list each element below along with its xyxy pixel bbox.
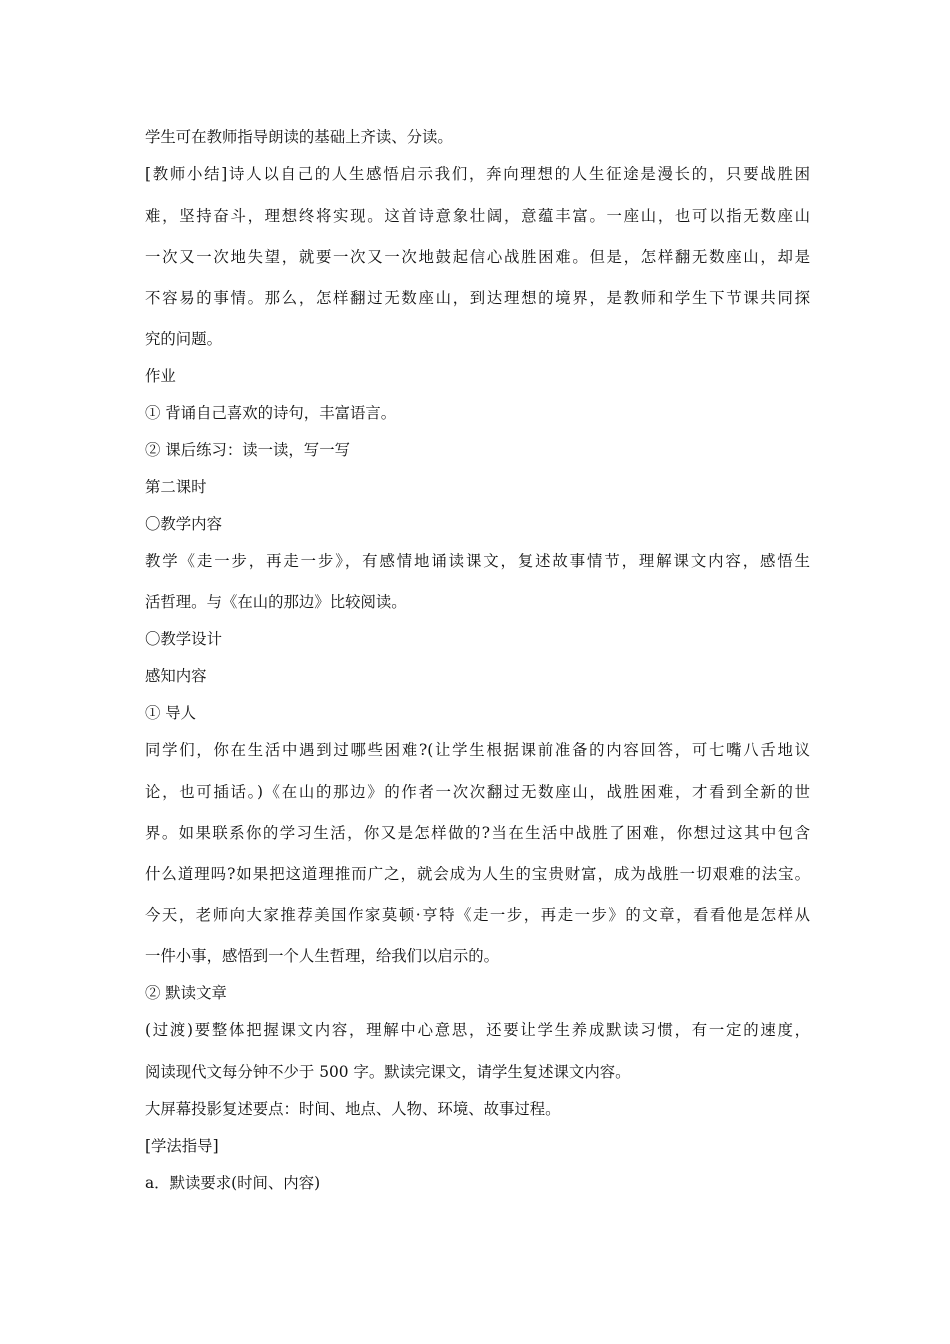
section-heading: 〇教学内容: [145, 515, 222, 533]
list-item: ② 课后练习：读一读，写一写: [145, 441, 350, 459]
section-heading: 第二课时: [145, 478, 207, 496]
text-line: (过渡)要整体把握课文内容，理解中心意思，还要让学生养成默读习惯，有一定的速度，: [145, 1021, 810, 1039]
section-heading: 作业: [145, 367, 176, 385]
text-line: 活哲理。与《在山的那边》比较阅读。: [145, 593, 407, 611]
text-line: [教师小结]诗人以自己的人生感悟启示我们，奔向理想的人生征途是漫长的，只要战胜困: [145, 165, 810, 183]
text-line: 阅读现代文每分钟不少于 500 字。默读完课文，请学生复述课文内容。: [145, 1063, 631, 1081]
list-item: ① 背诵自己喜欢的诗句，丰富语言。: [145, 404, 397, 422]
text-line: 难，坚持奋斗，理想终将实现。这首诗意象壮阔，意蕴丰富。一座山，也可以指无数座山: [145, 207, 810, 225]
text-line: 教学《走一步，再走一步》，有感情地诵读课文，复述故事情节，理解课文内容，感悟生: [145, 552, 810, 570]
text-line: 一次又一次地失望，就要一次又一次地鼓起信心战胜困难。但是，怎样翻无数座山，却是: [145, 248, 810, 266]
text-line: 界。如果联系你的学习生活，你又是怎样做的?当在生活中战胜了困难，你想过这其中包含: [145, 824, 810, 842]
text-line: 同学们，你在生活中遇到过哪些困难?(让学生根据课前准备的内容回答，可七嘴八舌地议: [145, 741, 810, 759]
text-line: 今天，老师向大家推荐美国作家莫顿·亨特《走一步，再走一步》的文章，看看他是怎样从: [145, 906, 810, 924]
list-item: a．默读要求(时间、内容): [145, 1174, 321, 1192]
text-line: 论，也可插话。)《在山的那边》的作者一次次翻过无数座山，战胜困难，才看到全新的世: [145, 783, 810, 801]
text-line: 学生可在教师指导朗读的基础上齐读、分读。: [145, 128, 453, 146]
text-line: 一件小事，感悟到一个人生哲理，给我们以启示的。: [145, 947, 499, 965]
section-heading: [学法指导]: [145, 1137, 219, 1155]
text-line: 大屏幕投影复述要点：时间、地点、人物、环境、故事过程。: [145, 1100, 561, 1118]
list-item: ② 默读文章: [145, 984, 227, 1002]
section-heading: 感知内容: [145, 667, 207, 685]
text-line: 不容易的事情。那么，怎样翻过无数座山，到达理想的境界，是教师和学生下节课共同探: [145, 289, 810, 307]
section-heading: 〇教学设计: [145, 630, 222, 648]
text-line: 究的问题。: [145, 330, 222, 348]
list-item: ① 导人: [145, 704, 197, 722]
text-line: 什么道理吗?如果把这道理推而广之，就会成为人生的宝贵财富，成为战胜一切艰难的法宝。: [145, 865, 810, 883]
